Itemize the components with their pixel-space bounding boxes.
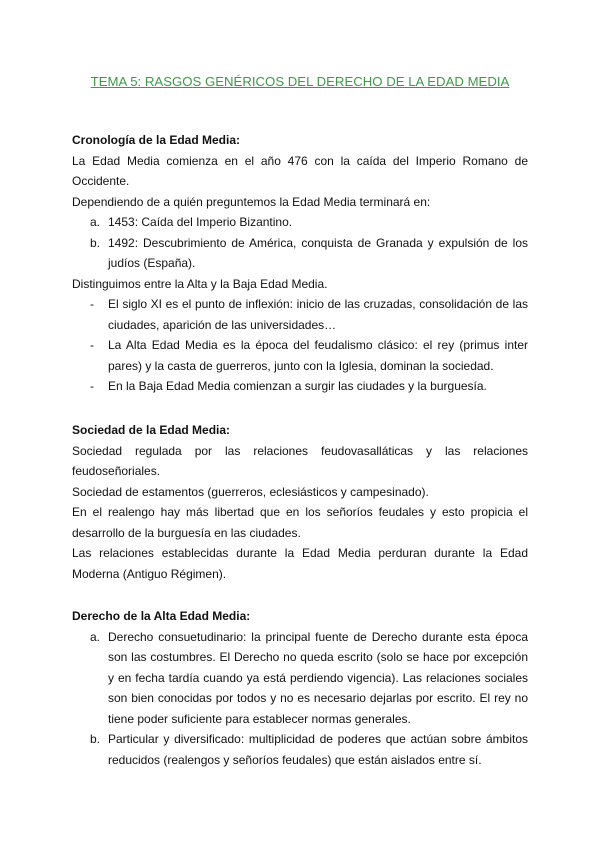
paragraph: Las relaciones establecidas durante la Edad Media perduran durante la Edad Moderna (Antiguo Régimen). bbox=[72, 546, 528, 581]
bullet-text: En la Baja Edad Media comienzan a surgir las ciudades y la burguesía. bbox=[108, 379, 487, 393]
bullet-marker: - bbox=[90, 338, 94, 352]
list-marker: b. bbox=[90, 235, 101, 250]
bullet-text: La Alta Edad Media es la época del feudalismo clásico: el rey (primus inter pares) y la casta de guerreros, junto con la Iglesia, dominan la sociedad. bbox=[108, 338, 528, 373]
bullet-item bbox=[72, 376, 528, 397]
bullet-marker: - bbox=[90, 297, 94, 311]
list-item bbox=[72, 729, 528, 770]
paragraph: Dependiendo de a quién preguntemos la Edad Media terminará en: bbox=[72, 194, 431, 209]
section-society bbox=[72, 420, 528, 584]
list-marker: a. bbox=[90, 629, 101, 644]
list-marker: a. bbox=[90, 215, 101, 229]
paragraph: En el realengo hay más libertad que en los señoríos feudales y esto propicia el desarrollo de la burguesía en las ciudades. bbox=[72, 505, 528, 540]
bullet-text: El siglo XI es el punto de inflexión: inicio de las cruzadas, consolidación de las ciudades, aparición de las universidades… bbox=[108, 297, 528, 332]
list-item-text: Particular y diversificado: multiplicidad de poderes que actúan sobre ámbitos reducidos (realengos y señoríos feudales) que están aislados entre sí. bbox=[108, 732, 528, 767]
bullet-item bbox=[72, 335, 528, 376]
bullet-item bbox=[72, 294, 528, 335]
section-heading: Sociedad de la Edad Media: bbox=[72, 423, 231, 437]
list-item bbox=[72, 212, 528, 233]
paragraph: Sociedad regulada por las relaciones feudovasalláticas y las relaciones feudoseñoriales. bbox=[72, 443, 528, 478]
section-high-middle-ages-law bbox=[72, 606, 528, 770]
list-item bbox=[72, 233, 528, 274]
list-item-text: Derecho consuetudinario: la principal fuente de Derecho durante esta época son las costumbres. El Derecho no queda escrito (solo se hace por excepción y en fecha tardía cuando ya está perdiendo vigencia). Las relaciones sociales son bien conocidas por todos y no es necesario dejarlas por escrito. El rey no tiene poder suficiente para establecer normas generales. bbox=[108, 629, 528, 726]
paragraph: Distinguimos entre la Alta y la Baja Edad Media. bbox=[72, 276, 328, 291]
list-item-text: 1492: Descubrimiento de América, conquista de Granada y expulsión de los judíos (España). bbox=[108, 235, 528, 270]
paragraph: La Edad Media comienza en el año 476 con la caída del Imperio Romano de Occidente. bbox=[72, 153, 528, 188]
section-heading: Cronología de la Edad Media: bbox=[72, 133, 241, 147]
bullet-marker: - bbox=[90, 379, 94, 393]
section-heading: Derecho de la Alta Edad Media: bbox=[72, 609, 251, 623]
list-item-text: 1453: Caída del Imperio Bizantino. bbox=[108, 215, 293, 229]
paragraph: Sociedad de estamentos (guerreros, eclesiásticos y campesinado). bbox=[72, 484, 429, 499]
list-item bbox=[72, 627, 528, 730]
page-title: TEMA 5: RASGOS GENÉRICOS DEL DERECHO DE LA EDAD MEDIA bbox=[90, 74, 510, 89]
list-marker: b. bbox=[90, 732, 101, 746]
section-chronology bbox=[72, 130, 528, 397]
